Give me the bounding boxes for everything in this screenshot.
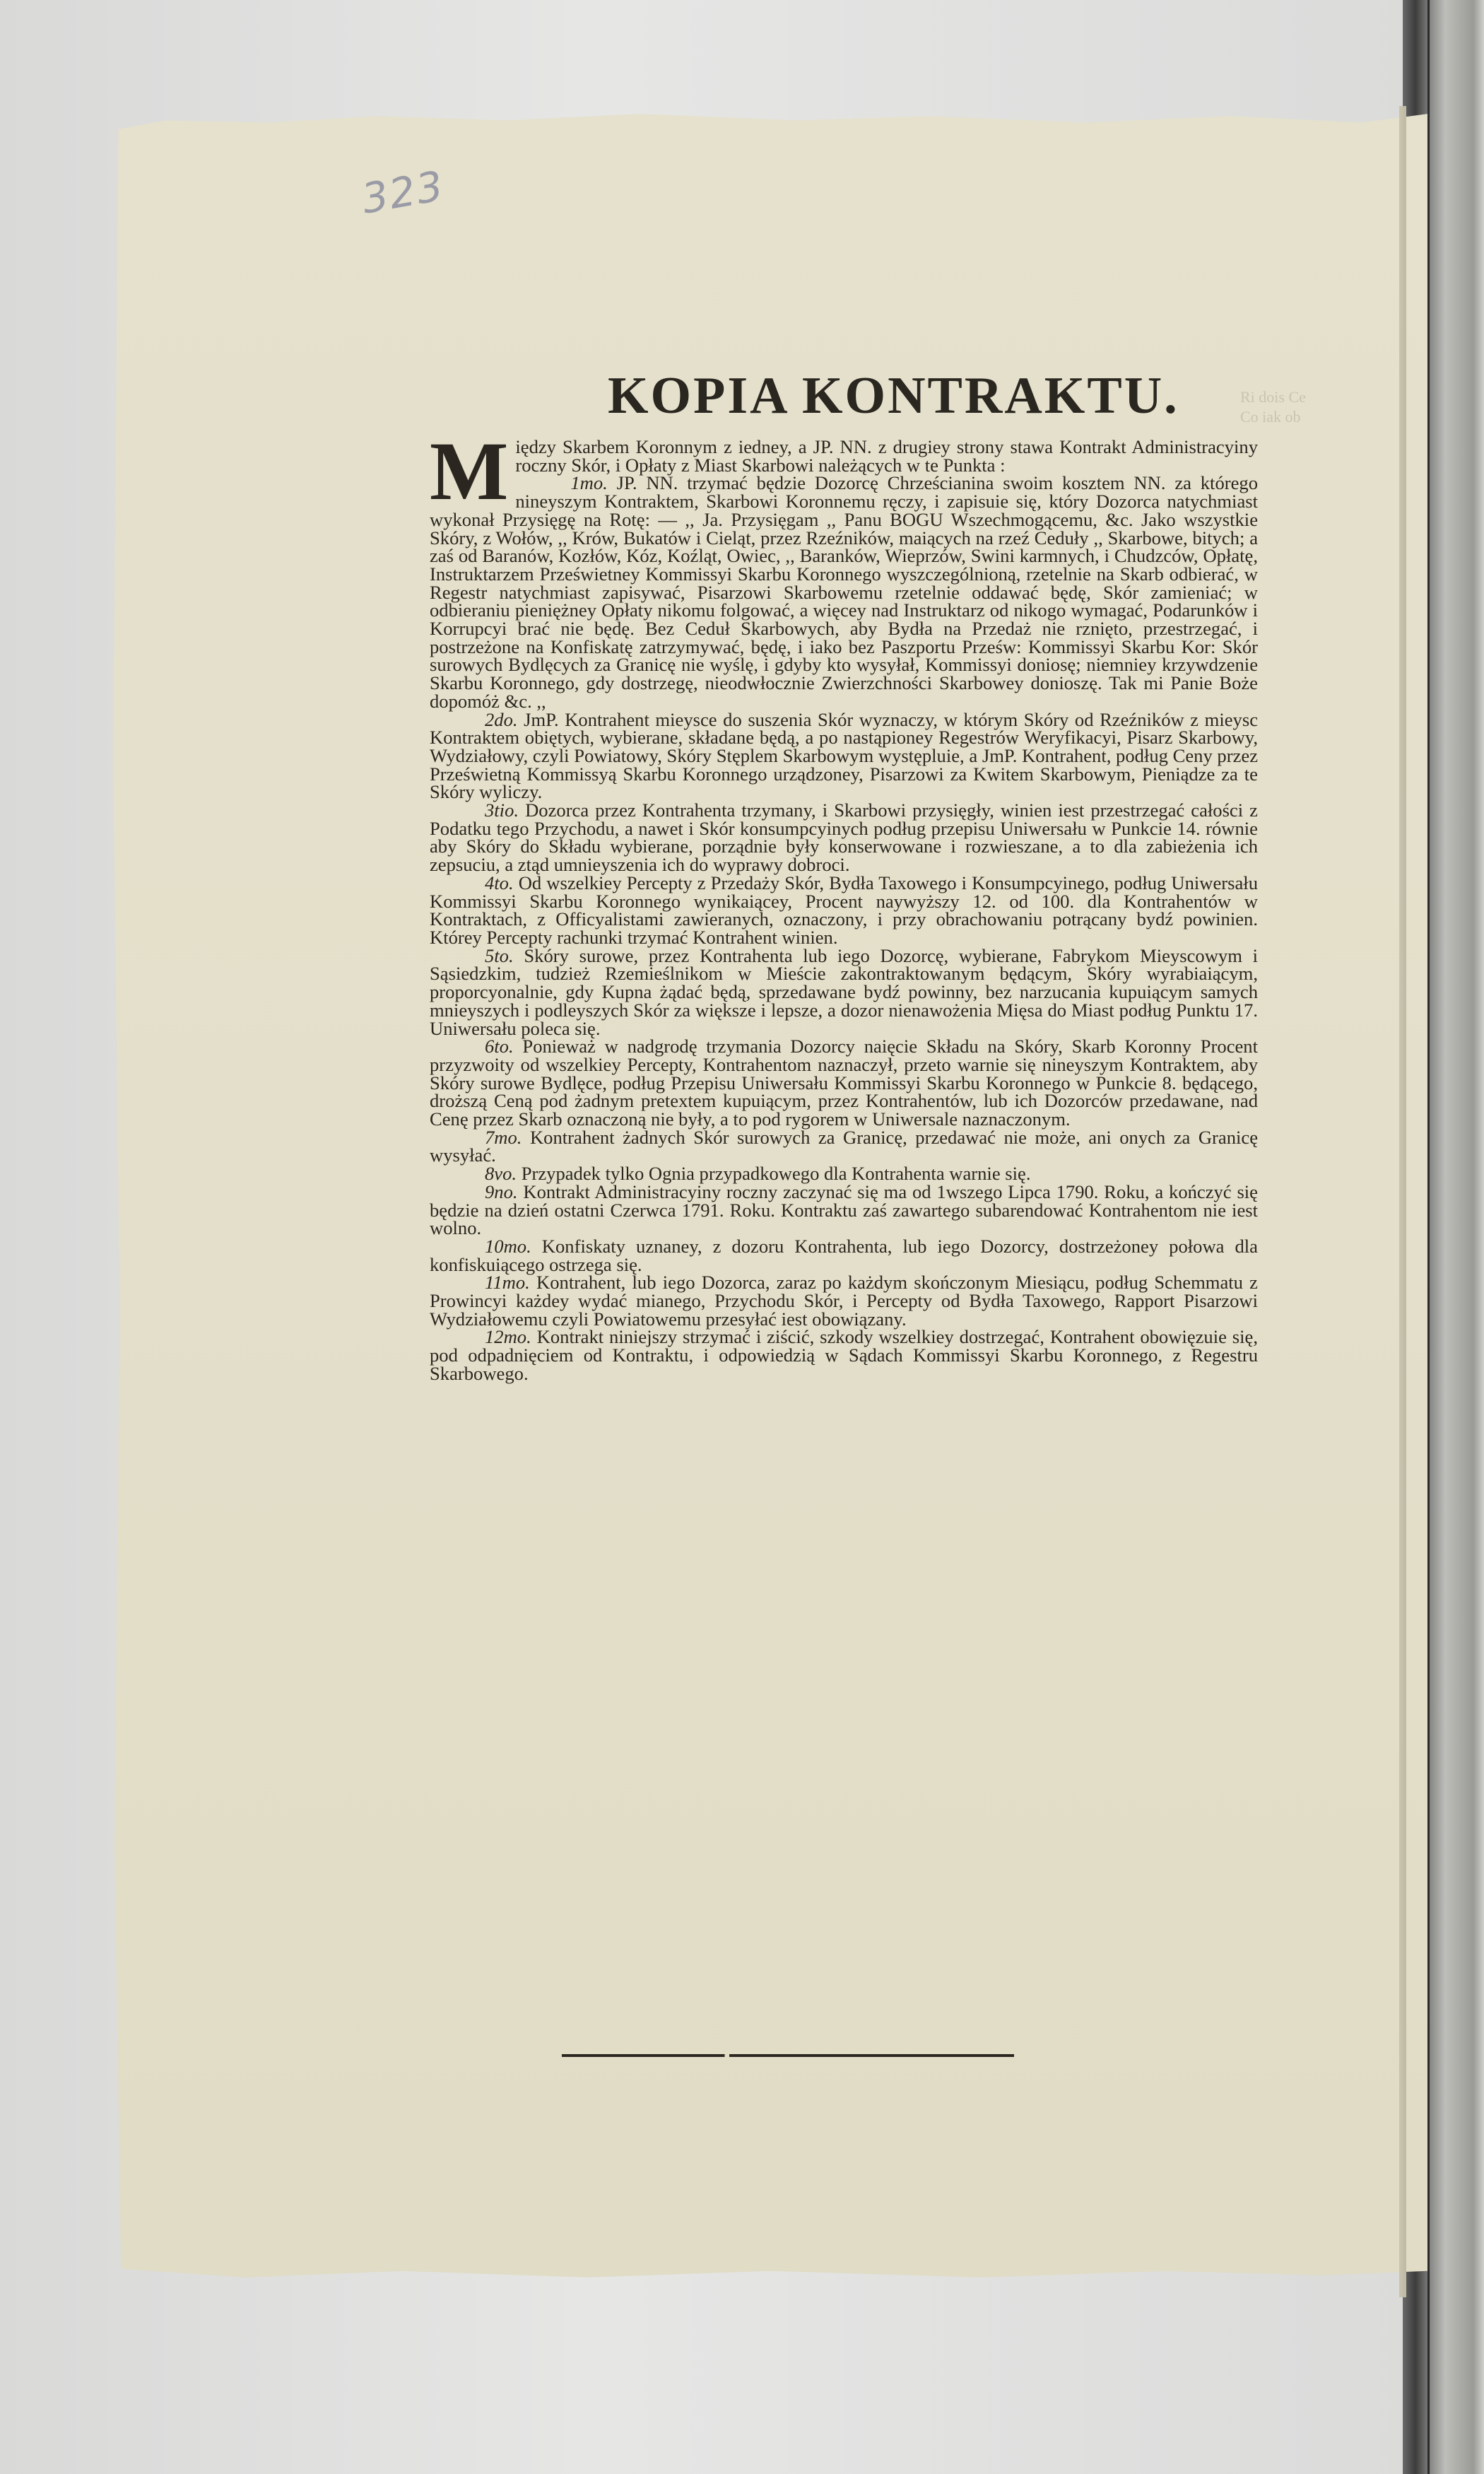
article-text: Kontrakt niniejszy strzymać i ziścić, szkody wszelkiey dostrzegać, Kontrahent obowięzuie się, pod odpadnięciem od Kontraktu, i odpowiedzią w Sądach Kommissyi Skarbu Koronnego, z Regestru Skarbowego. (430, 1326, 1258, 1384)
contract-article (430, 944, 1258, 1039)
intro-text: iędzy Skarbem Koronnym z iedney, a JP. NN. z drugiey strony stawa Kontrakt Administracyiny roczny Skór, i Opłaty z Miast Skarbowi należących w te Punkta : (515, 436, 1258, 476)
article-number: 2do. (485, 708, 518, 730)
contract-article (430, 1328, 1258, 1383)
article-number: 8vo. (485, 1163, 517, 1185)
article-number: 4to. (485, 872, 514, 893)
article-text: JP. NN. trzymać będzie Dozorcę Chrześcianina swoim kosztem NN. za którego nineyszym Kontraktem, Skarbowi Koronnemu ręczy, i zapisuie się, który Dozorca natychmiast wykonał Przysięgę na Rotę: — ,, Ja. Przysięgam ,, Panu BOGU Wszechmogącemu, &c. Jako wszystkie Skóry, z Wołów, ,, Krów, Bukatów i Cieląt, przez Rzeźników, maiących na rzeź Ceduły ,, Skarbowe, bitych; a zaś od Baranów, Kozłów, Kóz, Koźląt, Owiec, ,, Baranków, Wieprzów, Swini karmnych, i Chudzców, Opłatę, Instruktarzem Prześwietney Kommissyi Skarbu Koronnego wyszczególnioną, rzetelnie na Skarb odbierać, w Regestr natychmiast zapisywać, Pisarzowi Skarbowemu rzetelnie oddawać będę, Skór zamieniać; w odbieraniu pieniężney Opłaty nikomu folgować, a więcey nad Instruktarz od nikogo wymagać, Podarunków i Korrupcyi brać nie będę. Bez Ceduł Skarbowych, aby Bydła na Przedaż nie rznięto, przestrzegać, i postrzeżone na Konfiskatę zatrzymywać, będę, i iako bez Paszportu Prześw: Kommissyi Skarbu Kor: Skór surowych Bydlęcych za Granicę nie wyślę, i gdyby kto wysyłał, Kommissyi doniosę; niemniey krzywdzenie Skarbu Koronnego, gdy dostrzegę, nieodwłocznie Zwierzchności Skarbowey donioszę. Tak mi Panie Boże dopomóż &c. ,, (430, 472, 1258, 712)
article-number: 11mo. (485, 1272, 530, 1294)
contract-article (430, 1274, 1258, 1328)
article-number: 6to. (485, 1036, 514, 1057)
article-number: 5to. (485, 944, 514, 966)
closing-rule (562, 2054, 1014, 2057)
document-title: KOPIA KONTRAKTU. (608, 367, 1179, 425)
sheet-edge-shadow (1399, 106, 1406, 2297)
article-text: Dozorca przez Kontrahenta trzymany, i Skarbowi przysięgły, winien iest przestrzegać całości z Podatku tego Przychodu, a nawet i Skór konsumpcyinych podług przepisu Uniwersału w Punkcie 14. równie aby Skóry do Składu wybierane, porządnie były konserwowane i rozwieszane, a to dla zabieżenia ich zepsuciu, a ztąd umnieyszenia ich do wyprawy dobroci. (430, 799, 1258, 876)
article-number: 7mo. (485, 1126, 522, 1148)
contract-article (430, 799, 1258, 876)
article-text: Kontrahent, lub iego Dozorca, zaraz po każdym skończonym Miesiącu, podług Schemmatu z Prowincyi każdey wydać mianego, Przychodu Skór, i Percepty od Bydła Taxowego, Rapport Pisarzowi Wydziałowemu czyli Powiatowemu przesyłać iest obowiązany. (430, 1272, 1258, 1330)
article-number: 9no. (485, 1180, 518, 1202)
article-text: Od wszelkiey Percepty z Przedaży Skór, Bydła Taxowego i Konsumpcyinego, podług Uniwersału Kommissyi Skarbu Koronnego wynikaiącey, Procent naywyższy 12. od 100. dla Kontrahentów w Kontraktach, z Officyalistami zawieranych, oznaczony, i przy obrachowaniu potrącany bydź powinien. Którey Percepty rachunki trzymać Kontrahent winien. (430, 872, 1258, 948)
contract-article (430, 708, 1258, 803)
article-text: Ponieważ w nadgrodę trzymania Dozorcy naięcie Składu na Skóry, Skarb Koronny Procent przyzwoity od wszelkiey Percepty, Kontrahentom naznaczył, przeto warnie się nineyszym Kontraktem, aby Skóry surowe Bydlęce, podług Przepisu Uniwersału Kommissyi Skarbu Koronnego w Punkcie 8. będącego, droższą Ceną pod żadnym pretextem kupuiącym, przez Kontrahentów, lub ich Dozorców przedawane, nad Cenę przez Skarb oznaczoną nie były, a to pod rygorem w Uniwersale naznaczonym. (430, 1036, 1258, 1130)
binding-edge (1427, 0, 1430, 2474)
article-text: JmP. Kontrahent mieysce do suszenia Skór wyznaczy, w którym Skóry od Rzeźników z mieysc Kontraktem obiętych, wybierane, składane będą, a po nastąpioney Regestrów Weryfikacyi, Pisarz Skarbowy, Wydziałowy, czyli Powiatowy, Skóry Stęplem Skarbowym występluie, a JmP. Kontrahent, podług Ceny przez Prześwietną Kommissyą Skarbu Koronnego urządzoney, Pisarzowi za Kwitem Skarbowym, Pieniądze za te Skóry wyliczy. (430, 708, 1258, 803)
contract-article (430, 874, 1258, 947)
article-text: Kontrakt Administracyiny roczny zaczynać się ma od 1wszego Lipca 1790. Roku, a kończyć się będzie na dzień ostatni Czerwca 1791. Roku. Kontraktu zaś zawartego subarendować Kontrahentom nie iest wolno. (430, 1180, 1258, 1239)
drop-cap: M (430, 425, 509, 517)
article-text: Przypadek tylko Ognia przypadkowego dla Kontrahenta warnie się. (521, 1163, 1031, 1185)
paragraph-list (430, 474, 1258, 1383)
show-through-line: Ri dois Ce (1240, 388, 1306, 406)
contract-text (430, 425, 1258, 1384)
article-text: Konfiskaty uznaney, z dozoru Kontrahenta, lub iego Dozorcy, dostrzeżoney połowa dla konfiskuiącego ostrzega się. (430, 1235, 1258, 1275)
article-number: 12mo. (485, 1326, 531, 1348)
contract-article (430, 1126, 1258, 1166)
contract-article (430, 1038, 1258, 1129)
contract-article (430, 474, 1258, 710)
contract-article (430, 1235, 1258, 1275)
article-number: 10mo. (485, 1235, 531, 1257)
article-number: 1mo. (570, 472, 608, 494)
article-number: 3tio. (485, 799, 519, 821)
contract-article (430, 1180, 1258, 1239)
article-text: Kontrahent żadnych Skór surowych za Granicę, przedawać nie może, ani onych za Granicę wysyłać. (430, 1126, 1258, 1166)
show-through-line: Co iak ob (1240, 408, 1301, 426)
show-through-text (1240, 387, 1382, 427)
archive-number: 323 (358, 161, 448, 223)
article-text: Skóry surowe, przez Kontrahenta lub iego Dozorcę, wybierane, Fabrykom Mieyscowym i Sąsiedzkim, tudzież Rzemieślnikom w Mieście zakontraktowanym będącym, Skóry wyrabiaiącym, proporcyonalnie, gdy Kupna żądać będą, sprzedawane bydź powinny, bez narzucania kupuiącym samych mnieyszych i podleyszych Skór za większe i lepsze, a dozor nienawożenia Mięsa do Miast podług Punktu 17. Uniwersału poleca się. (430, 944, 1258, 1039)
